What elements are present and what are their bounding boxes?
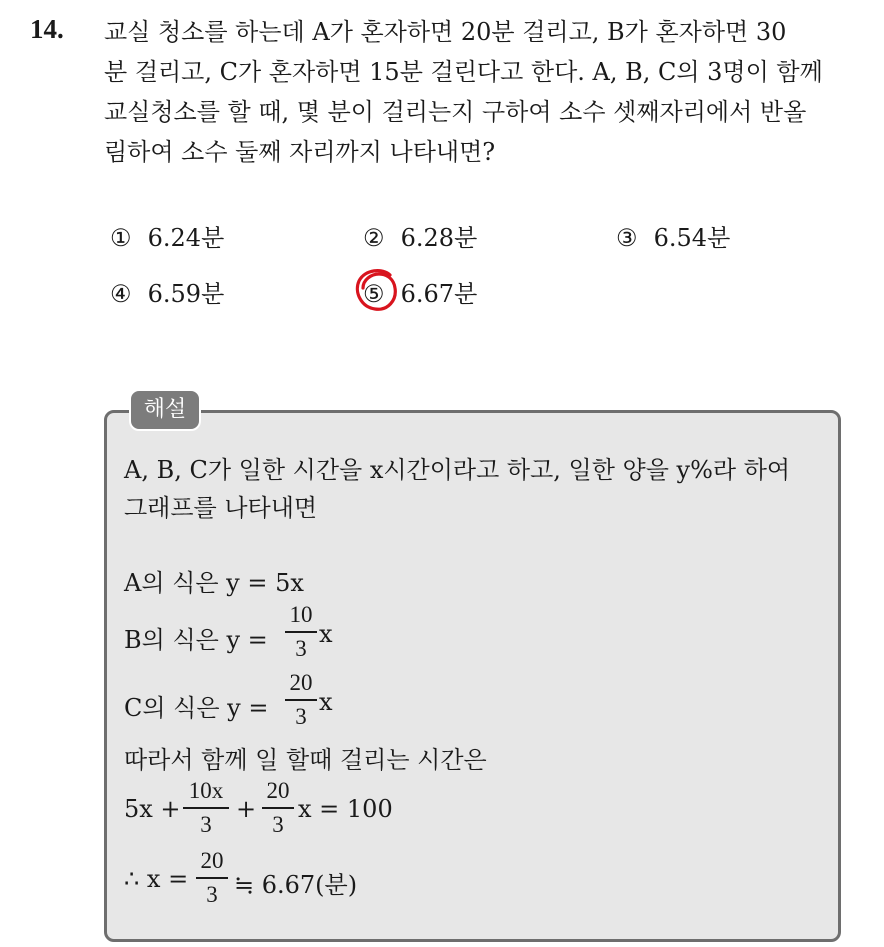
sum-fraction-1-numerator: 10x [188,778,224,803]
equation-c-fraction [285,668,317,732]
choice-2[interactable] [363,218,477,253]
equation-c-denominator: 3 [295,704,307,729]
result-numerator: 20 [200,848,224,873]
result-denominator: 3 [206,882,218,907]
sum-equation-start: 5x + [124,795,181,823]
choice-5-mark: ⑤ [363,280,385,308]
sum-fraction-2-denominator: 3 [272,812,284,837]
equation-b-numerator: 10 [289,602,313,627]
solution-together-line: 따라서 함께 일 할때 걸리는 시간은 [124,746,487,774]
choice-3-mark: ③ [616,224,638,252]
sum-fraction-1-denominator: 3 [200,812,212,837]
sum-fraction-1 [183,776,229,840]
sum-equation-end: x = 100 [298,795,393,823]
answer-circle-icon [353,266,401,314]
result-prefix: ∴ x = [124,865,189,893]
problem-number: 14. [30,14,64,44]
question-line-4: 림하여 소수 둘째 자리까지 나타내면? [104,138,496,166]
solution-tag: 해설 [129,389,201,431]
choice-3[interactable] [616,218,730,253]
equation-c-prefix: C의 식은 y = [124,694,269,722]
choice-4[interactable] [110,274,224,309]
result-value: ≒ 6.67(분) [234,871,358,899]
equation-c-numerator: 20 [289,670,313,695]
choice-2-text: 6.28분 [400,224,478,252]
choice-3-text: 6.54분 [653,224,731,252]
fraction-bar [183,807,229,809]
solution-intro-line-1: A, B, C가 일한 시간을 x시간이라고 하고, 일한 양을 y%라 하여 [124,456,791,484]
sum-fraction-2-numerator: 20 [266,778,290,803]
choice-2-mark: ② [363,224,385,252]
result-fraction [196,846,228,910]
equation-b-denominator: 3 [295,636,307,661]
question-line-3: 교실청소를 할 때, 몇 분이 걸리는지 구하여 소수 셋째자리에서 반올 [104,98,807,126]
equation-b-prefix: B의 식은 y = [124,626,268,654]
equation-c-suffix: x [319,688,333,716]
choice-4-mark: ④ [110,280,132,308]
fraction-bar [285,631,317,633]
equation-b-fraction [285,600,317,664]
sum-fraction-2 [262,776,294,840]
equation-a: A의 식은 y = 5x [124,569,304,597]
question-line-1: 교실 청소를 하는데 A가 혼자하면 20분 걸리고, B가 혼자하면 30 [104,18,787,46]
choice-5-text: 6.67분 [400,280,478,308]
choice-1-text: 6.24분 [147,224,225,252]
sum-plus: + [236,795,257,823]
fraction-bar [285,699,317,701]
question-line-2: 분 걸리고, C가 혼자하면 15분 걸린다고 한다. A, B, C의 3명이 함께 [104,58,823,86]
choice-1-mark: ① [110,224,132,252]
choice-4-text: 6.59분 [147,280,225,308]
fraction-bar [196,877,228,879]
fraction-bar [262,807,294,809]
solution-intro-line-2: 그래프를 나타내면 [124,494,318,522]
choice-1[interactable] [110,218,224,253]
equation-b-suffix: x [319,620,333,648]
